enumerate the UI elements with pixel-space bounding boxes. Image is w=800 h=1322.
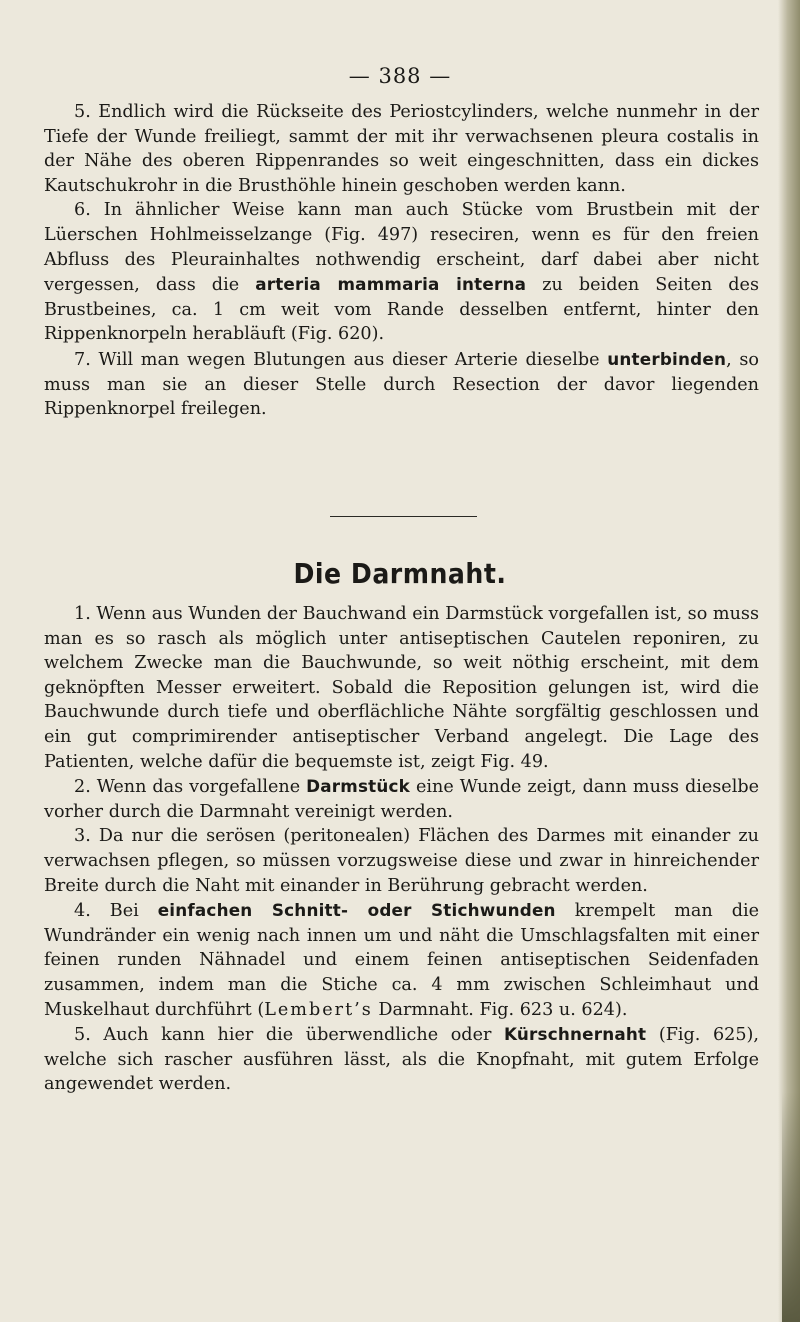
paragraph-2 <box>44 774 759 824</box>
paragraph-7-text-c: , so muss man sie an dieser Stelle durch Resection der davor liegenden Rippenknorpel freilegen. <box>44 349 759 420</box>
paragraph-6 <box>44 198 759 347</box>
name-lembert: Lembert’s <box>264 999 373 1020</box>
paragraph-5b-text-a: 5. Auch kann hier die überwendliche oder <box>74 1025 504 1046</box>
paragraph-5b <box>44 1022 759 1097</box>
page-corner-shadow <box>782 1092 800 1322</box>
emphasis-kuerschnernaht: Kürschnernaht <box>503 1024 647 1045</box>
paragraph-6-text-a: 6. In ähnlicher Weise kann man auch Stücke vom Brustbein mit der Lüerschen Hohlmeisselzange (Fig. 497) reseciren, wenn es für den freien Abfluss des Pleurainhaltes nothwendig erscheint, darf dabei aber nicht vergessen, dass die <box>44 200 759 296</box>
paragraph-6-text-c: zu beiden Seiten des Brustbeines, ca. 1 cm weit vom Rande desselben entfernt, hinter den Rippenknorpeln herabläuft (Fig. 620). <box>44 275 759 345</box>
page-number: — 388 — <box>348 64 452 88</box>
emphasis-darmstueck: Darmstück <box>306 776 411 797</box>
emphasis-arteria-mammaria-interna: arteria mammaria interna <box>255 274 527 295</box>
paragraph-5b-text-c: (Fig. 625), welche sich rascher ausführen lässt, als die Knopfnaht, mit gutem Erfolge angewendet werden. <box>44 1025 760 1095</box>
paragraph-4-text-e: Darmnaht. Fig. 623 u. 624). <box>372 999 628 1020</box>
paragraph-2-text-c: eine Wunde zeigt, dann muss dieselbe vorher durch die Darmnaht vereinigt werden. <box>44 777 760 822</box>
section-thoracic-text <box>44 100 759 422</box>
emphasis-unterbinden: unterbinden <box>607 348 727 369</box>
section-darmnaht-text <box>44 602 759 1097</box>
section-divider <box>330 516 477 517</box>
paragraph-3: 3. Da nur die serösen (peritonealen) Flächen des Darmes mit einander zu verwachsen pflegen, so müssen vorzugsweise diese und zwar in hinreichender Breite durch die Naht mit einander in Berührung gebracht werden. <box>44 826 759 896</box>
paragraph-4 <box>44 898 759 1022</box>
emphasis-schnitt-stichwunden: einfachen Schnitt- oder Stichwunden <box>157 900 556 921</box>
paragraph-1: 1. Wenn aus Wunden der Bauchwand ein Darmstück vorgefallen ist, so muss man es so rasch als möglich unter antiseptischen Cautelen reponiren, zu welchem Zwecke man die Bauchwunde, so weit nöthig erscheint, mit dem geknöpften Messer erweitert. Sobald die Reposition gelungen ist, wird die Bauchwunde durch tiefe und oberflächliche Nähte sorgfältig geschlossen und ein gut comprimirender antiseptischer Verband angelegt. Die Lage des Patienten, welche dafür die bequemste ist, zeigt Fig. 49. <box>44 604 759 772</box>
paragraph-4-text-c: krempelt man die Wundränder ein wenig nach innen um und näht die Umschlagsfalten mit einer feinen runden Nähnadel und einem feinen antiseptischen Seidenfaden zusammen, indem man die Stiche ca. 4 mm zwischen Schleimhaut und Muskelhaut durchführt ( <box>44 901 759 1020</box>
paragraph-4-text-a: 4. Bei <box>74 901 158 922</box>
paragraph-7 <box>44 347 759 422</box>
paragraph-2-text-a: 2. Wenn das vorgefallene <box>74 777 307 798</box>
section-heading: Die Darmnaht. <box>293 557 507 590</box>
paragraph-5: 5. Endlich wird die Rückseite des Periostcylinders, welche nunmehr in der Tiefe der Wunde freiliegt, sammt der mit ihr verwachsenen pleura costalis in der Nähe des oberen Rippenrandes so weit eingeschnitten, dass ein dickes Kautschukrohr in die Brusthöhle hinein geschoben werden kann. <box>44 102 759 196</box>
paragraph-7-text-a: 7. Will man wegen Blutungen aus dieser Arterie dieselbe <box>74 349 608 370</box>
